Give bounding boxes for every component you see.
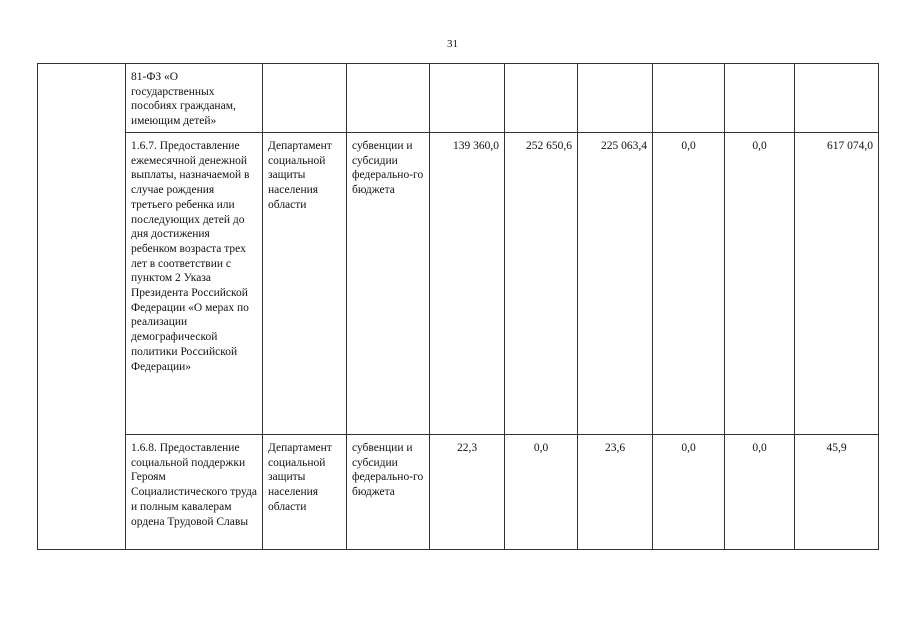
value-cell bbox=[578, 64, 653, 133]
value-cell: 225 063,4 bbox=[578, 133, 653, 435]
value-cell bbox=[725, 64, 795, 133]
value-cell: 0,0 bbox=[725, 133, 795, 435]
value-cell: 22,3 bbox=[430, 435, 505, 550]
value-cell bbox=[653, 64, 725, 133]
executor-cell bbox=[263, 64, 347, 133]
executor-cell: Департамент социальной защиты населения области bbox=[263, 435, 347, 550]
table-row bbox=[38, 133, 879, 435]
table-row bbox=[38, 64, 879, 133]
value-cell: 0,0 bbox=[653, 133, 725, 435]
budget-table bbox=[37, 63, 879, 550]
empty-index-cell bbox=[38, 64, 126, 550]
funding-source-cell: субвенции и субсидии федерально-го бюджета bbox=[347, 435, 430, 550]
total-cell: 45,9 bbox=[795, 435, 879, 550]
funding-source-cell bbox=[347, 64, 430, 133]
total-cell bbox=[795, 64, 879, 133]
total-cell: 617 074,0 bbox=[795, 133, 879, 435]
funding-source-cell: субвенции и субсидии федерально-го бюджета bbox=[347, 133, 430, 435]
table-row bbox=[38, 435, 879, 550]
measure-name-cell: 1.6.8. Предоставление социальной поддержки Героям Социалистического труда и полным кавалерам ордена Трудовой Славы bbox=[126, 435, 263, 550]
value-cell: 0,0 bbox=[505, 435, 578, 550]
value-cell: 252 650,6 bbox=[505, 133, 578, 435]
executor-cell: Департамент социальной защиты населения области bbox=[263, 133, 347, 435]
value-cell: 139 360,0 bbox=[430, 133, 505, 435]
value-cell: 23,6 bbox=[578, 435, 653, 550]
value-cell bbox=[505, 64, 578, 133]
value-cell: 0,0 bbox=[725, 435, 795, 550]
value-cell bbox=[430, 64, 505, 133]
value-cell: 0,0 bbox=[653, 435, 725, 550]
measure-name-cell: 81-ФЗ «О государственных пособиях гражданам, имеющим детей» bbox=[126, 64, 263, 133]
page-number: 31 bbox=[447, 38, 458, 50]
measure-name-cell: 1.6.7. Предоставление ежемесячной денежной выплаты, назначаемой в случае рождения третьего ребенка или последующих детей до дня достижения ребенком возраста трех лет в соответствии с пунктом 2 Указа Президента Российской Федерации «О мерах по реализации демографической политики Российской Федерации» bbox=[126, 133, 263, 435]
